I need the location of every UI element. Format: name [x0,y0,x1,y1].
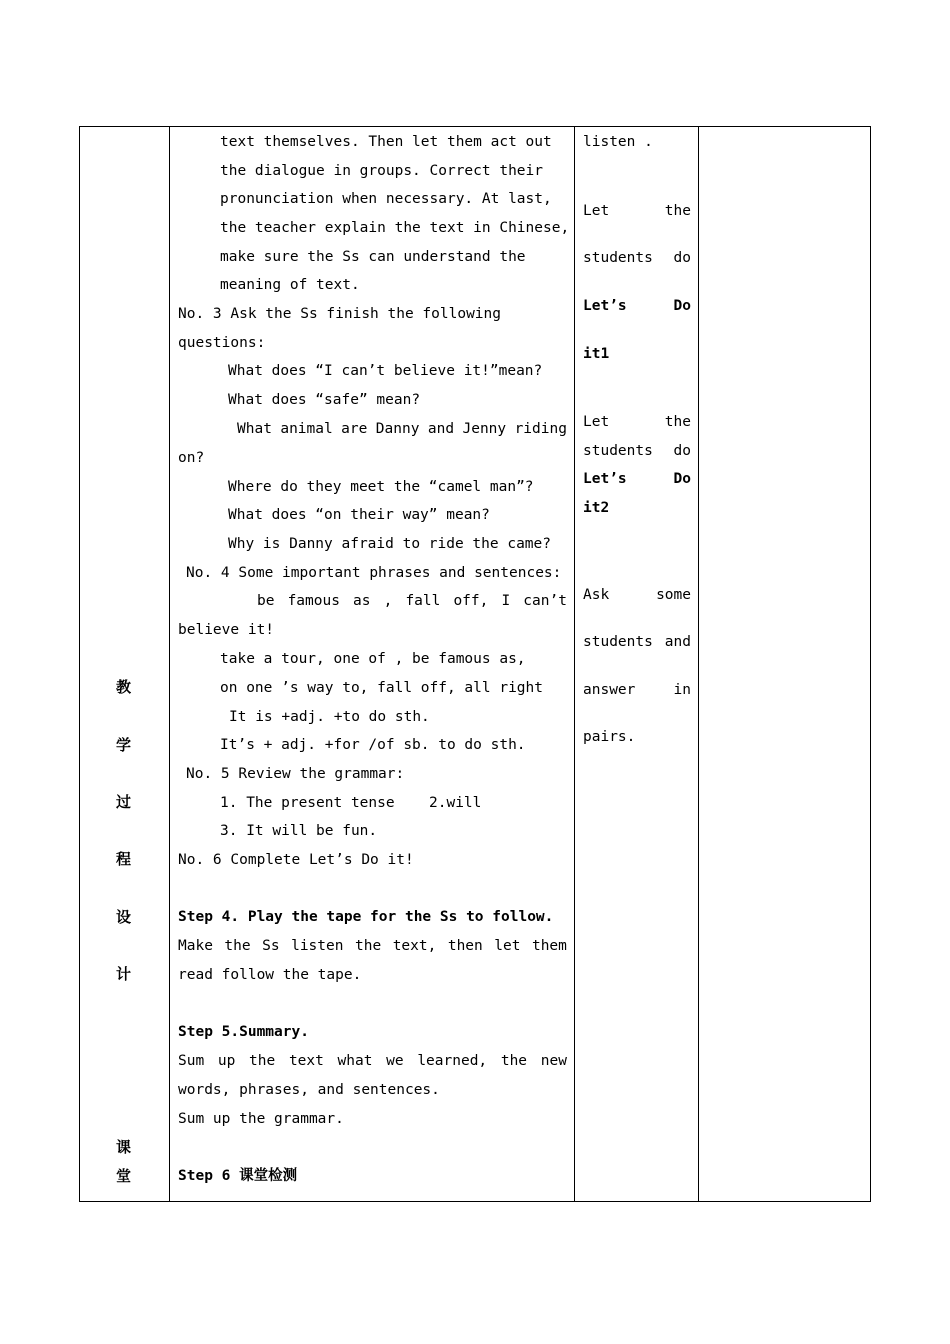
activity-line [583,249,691,267]
activity-line [583,297,691,315]
word: and [427,421,455,437]
word: the [249,1053,276,1069]
word: Jenny [462,421,507,437]
activity-line [583,202,691,220]
word: Let’s [583,471,627,487]
grammar-item: 2.will [429,795,482,811]
activity-line [583,413,691,431]
word: be [257,593,275,609]
word: we [386,1053,404,1069]
question: What does “on their way” mean? [228,507,490,523]
intro-line: pronunciation when necessary. At last, [220,191,552,207]
label-char: 教 [116,678,132,696]
phrase-line: take a tour, one of , be famous as, [220,651,526,667]
word: what [337,1053,373,1069]
word: as [353,593,371,609]
word: then [447,938,483,954]
word: fall [405,593,441,609]
word: do [673,250,691,266]
activity-line [583,681,691,699]
no6-title: No. 6 Complete Let’s Do it! [178,852,414,868]
label-char: 程 [116,850,132,868]
word: off, [453,593,489,609]
word: Let’s [583,298,627,314]
grammar-item: 3. It will be fun. [220,823,378,839]
step4-title: Step 4. Play the tape for the Ss to follow. [178,909,554,925]
label-char: 学 [116,736,132,754]
label-char: 过 [116,793,132,811]
activity-line: it2 [583,500,610,516]
word: the [500,1053,528,1069]
intro-line: the teacher explain the text in Chinese, [220,220,570,236]
word: text [288,1053,324,1069]
word: listen [291,938,344,954]
question [237,420,567,438]
phrase-line: It is +adj. +to do sth. [229,709,430,725]
activity-line: it1 [583,346,610,362]
word: famous [287,593,340,609]
step4-line: read follow the tape. [178,967,362,983]
word: and [664,634,691,650]
word: new [540,1053,567,1069]
no4-title: No. 4 Some important phrases and sentences: [186,565,562,581]
question: Where do they meet the “camel man”? [228,479,534,495]
step5-line: Sum up the grammar. [178,1111,344,1127]
column-divider [698,127,699,1201]
question: What does “I can’t believe it!”mean? [228,363,543,379]
word: students [583,443,653,459]
word: animal [280,421,333,437]
question-cont: on? [178,450,205,466]
step6-title: Step 6 课堂检测 [178,1168,298,1184]
word: Do [673,471,691,487]
intro-line: the dialogue in groups. Correct their [220,163,544,179]
word: Let [583,203,610,219]
word: Make [178,938,213,954]
grammar-item: 1. The present tense [220,795,395,811]
word: Ss [262,938,280,954]
activity-line [583,442,691,460]
step5-line [178,1052,567,1070]
no5-title: No. 5 Review the grammar: [186,766,405,782]
word: What [237,421,272,437]
step4-line [178,937,567,955]
phrase-line: It’s + adj. +for /of sb. to do sth. [220,737,526,753]
word: the [664,414,691,430]
word: let [494,938,521,954]
question: Why is Danny afraid to ride the came? [228,536,552,552]
activity-line [583,586,691,604]
step5-line: words, phrases, and sentences. [178,1082,440,1098]
activity-line [583,470,691,488]
activity-line [583,633,691,651]
activity-line: listen . [583,134,653,150]
word: I [501,593,511,609]
label-char: 课 [116,1138,132,1156]
word: riding [514,421,567,437]
no3-title-cont: questions: [178,335,266,351]
word: the [354,938,382,954]
question: What does “safe” mean? [228,392,421,408]
word: , [383,593,393,609]
column-divider [169,127,170,1201]
word: Danny [375,421,420,437]
intro-line: meaning of text. [220,277,360,293]
word: them [531,938,567,954]
word: Do [673,298,691,314]
word: students [583,250,653,266]
label-char: 堂 [116,1167,132,1185]
label-char: 计 [116,965,132,983]
word: Ask [583,587,610,603]
word: text, [392,938,437,954]
intro-line: make sure the Ss can understand the [220,249,526,265]
column-divider [574,127,575,1201]
phrase-line: on one ’s way to, fall off, all right [220,680,544,696]
word: students [583,634,653,650]
no3-title: No. 3 Ask the Ss finish the following [178,306,502,322]
word: the [664,203,691,219]
step5-title: Step 5.Summary. [178,1024,309,1040]
phrase-line-cont: believe it! [178,622,275,638]
word: Sum [178,1053,205,1069]
intro-line: text themselves. Then let them act out [220,134,552,150]
word: answer [583,682,636,698]
phrase-line [257,592,567,610]
word: in [673,682,691,698]
word: Let [583,414,610,430]
word: learned, [417,1053,488,1069]
word: can’t [523,593,567,609]
word: are [341,421,368,437]
label-char: 设 [116,908,132,926]
word: some [656,587,691,603]
word: do [673,443,691,459]
word: up [217,1053,236,1069]
activity-line: pairs. [583,729,636,745]
word: the [224,938,251,954]
